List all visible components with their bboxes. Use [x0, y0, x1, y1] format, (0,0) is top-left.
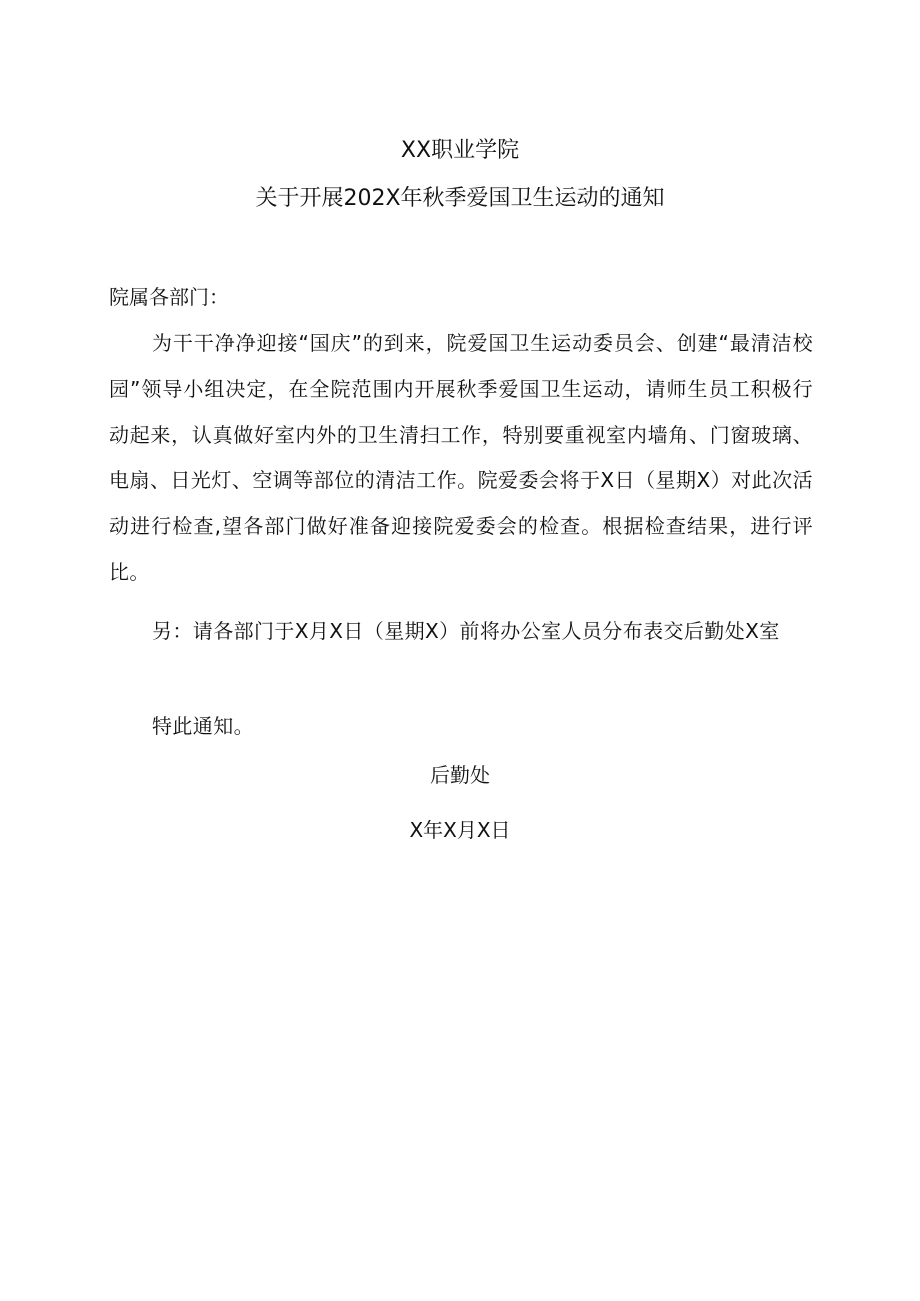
- salutation: 院属各部门：: [109, 285, 229, 309]
- body-paragraph-main: 为干干净净迎接“国庆”的到来，院爱国卫生运动委员会、创建“最清洁校园”领导小组决定，在全院范围内开展秋季爱国卫生运动，请师生员工积极行动起来，认真做好室内外的卫生清扫工作，特别要重视室内墙角、门窗玻璃、电扇、日光灯、空调等部位的清洁工作。院爱委会将于X日（星期X）对此次活动进行检查,望各部门做好准备迎接院爱委会的检查。根据检查结果，进行评比。: [109, 331, 813, 584]
- signature-department: 后勤处: [430, 763, 490, 787]
- signature-date: X年X月X日: [409, 818, 511, 842]
- body-paragraph-closing: 特此通知。: [152, 714, 254, 738]
- body-paragraph-additional: 另：请各部门于X月X日（星期X）前将办公室人员分布表交后勤处X室: [152, 619, 780, 643]
- notice-title: 关于开展202X年秋季爱国卫生运动的通知: [255, 186, 665, 211]
- organization-title: XX职业学院: [400, 138, 520, 163]
